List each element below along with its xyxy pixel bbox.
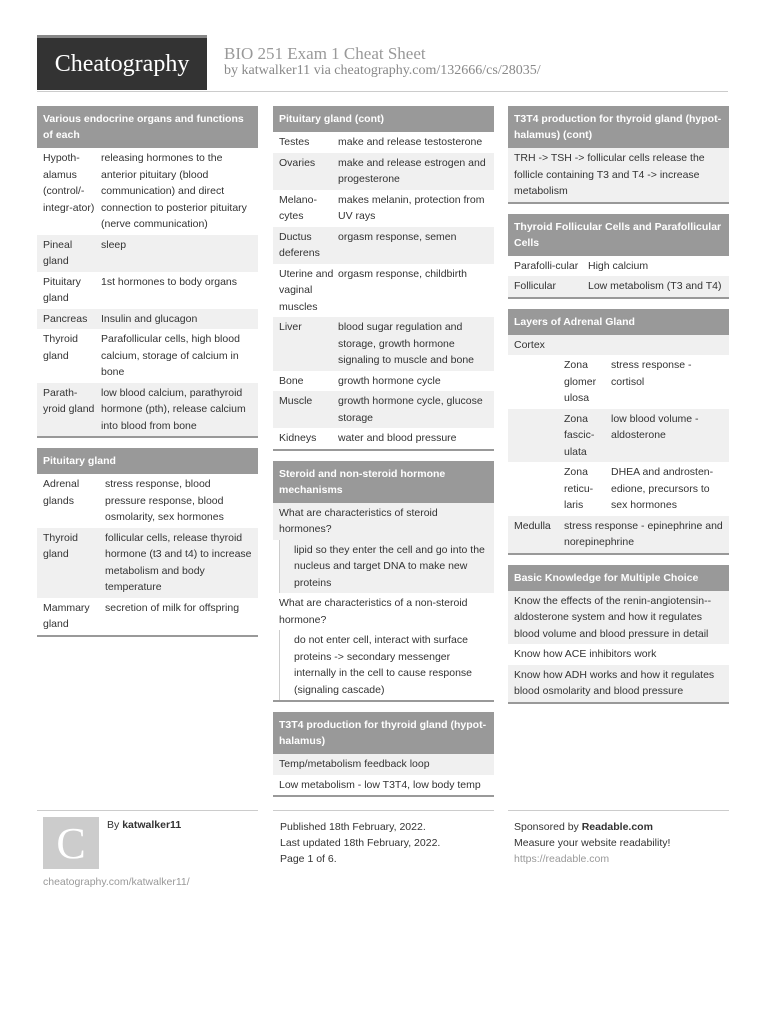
row-key: Mammary gland <box>43 601 90 630</box>
cortex-sublayers <box>508 355 729 516</box>
row-value: blood sugar regulation and storage, growth hormone signaling to muscle and bone <box>338 321 475 366</box>
row-value: Low metabolism (T3 and T4) <box>588 280 722 292</box>
table-row <box>37 598 258 635</box>
table-row <box>508 516 729 553</box>
section-pituitary-gland <box>37 448 258 637</box>
sponsor-link[interactable]: Readable.com <box>581 821 653 833</box>
cheatography-logo[interactable]: Cheatography <box>37 35 207 90</box>
section-thyroid-cells <box>508 214 729 299</box>
column-1 <box>37 106 258 647</box>
sponsor-tagline: Measure your website readability! <box>514 837 671 849</box>
section-rows <box>273 132 494 449</box>
section-t3t4-production-cont <box>508 106 729 204</box>
cortex-label: Cortex <box>508 335 729 356</box>
section-endocrine-organs <box>37 106 258 438</box>
row-key: Parafolli-cular <box>514 259 579 272</box>
row-value: High calcium <box>588 259 649 272</box>
table-row <box>37 235 258 272</box>
row-value: orgasm response, childbirth <box>338 267 467 280</box>
section-rows <box>37 148 258 436</box>
row-key: Pancreas <box>43 312 88 325</box>
by-label: By <box>107 819 120 831</box>
row-key: Zona glomer ulosa <box>564 359 597 404</box>
row-key: Liver <box>279 321 302 333</box>
list-item: Temp/metabolism feedback loop <box>273 754 494 775</box>
author-avatar[interactable]: C <box>43 817 99 869</box>
row-key: Thyroid gland <box>43 333 79 362</box>
section-title: Pituitary gland (cont) <box>273 106 494 132</box>
list-item: Know the effects of the renin-angiotensin--aldosterone system and how it regulates blood volume and blood pressure in detail <box>508 591 729 645</box>
row-value: orgasm response, semen <box>338 230 457 243</box>
list-item: Know how ADH works and how it regulates blood osmolarity and blood pressure <box>508 665 729 702</box>
footer-author-url[interactable]: cheatography.com/katwalker11/ <box>43 876 190 888</box>
row-value: sleep <box>101 238 127 251</box>
by-prefix: by <box>224 63 238 78</box>
question-steroid: What are characteristics of steroid hormones? <box>273 503 494 540</box>
table-row <box>273 132 494 153</box>
publication-info <box>280 819 440 867</box>
row-key: Hypoth-alamus (control/-integr-ator) <box>43 152 95 214</box>
list-item: Low metabolism - low T3T4, low body temp <box>279 778 481 791</box>
row-value: water and blood pressure <box>338 432 457 444</box>
table-row <box>37 329 258 383</box>
footer-divider <box>508 810 729 811</box>
row-key: Kidneys <box>279 432 317 444</box>
table-row <box>508 276 729 297</box>
section-pituitary-gland-cont <box>273 106 494 451</box>
column-3 <box>508 106 729 714</box>
table-row <box>273 428 494 449</box>
section-rows <box>37 474 258 635</box>
table-row <box>273 264 494 318</box>
question-non-steroid: What are characteristics of a non-steroid hormone? <box>279 597 468 626</box>
section-title: Steroid and non-steroid hormone mechanisms <box>273 461 494 503</box>
table-row <box>37 383 258 437</box>
section-title: Thyroid Follicular Cells and Parafollicular Cells <box>508 214 729 256</box>
section-title: Basic Knowledge for Multiple Choice <box>508 565 729 591</box>
sponsor-line <box>514 819 670 835</box>
row-value: Parafollicular cells, high blood calcium, storage of calcium in bone <box>101 333 240 378</box>
table-row <box>37 528 258 598</box>
table-row <box>37 474 258 528</box>
row-key: Parath-yroid gland <box>43 386 95 415</box>
row-key: Bone <box>279 374 304 387</box>
footer-author <box>107 819 181 831</box>
row-value: DHEA and androsten-edione, precursors to sex hormones <box>611 466 714 511</box>
table-row <box>37 309 258 330</box>
author-link[interactable]: katwalker11 <box>241 63 311 78</box>
row-value: Insulin and glucagon <box>101 312 198 325</box>
section-rows <box>508 256 729 297</box>
list-item: TRH -> TSH -> follicular cells release the follicle containing T3 and T4 -> increase metabolism <box>508 148 729 202</box>
row-value: secretion of milk for offspring <box>105 601 240 614</box>
row-value: releasing hormones to the anterior pituitary (blood communication) and direct connection to posterior pituitary (nerve communication) <box>101 152 247 230</box>
section-basic-knowledge <box>508 565 729 704</box>
section-title: Pituitary gland <box>37 448 258 474</box>
section-title: T3T4 production for thyroid gland (hypot-halamus) (cont) <box>508 106 729 148</box>
sheet-title: BIO 251 Exam 1 Cheat Sheet <box>224 44 426 63</box>
column-2 <box>273 106 494 807</box>
row-value: growth hormone cycle <box>338 374 441 387</box>
section-t3t4-production <box>273 712 494 797</box>
row-value: growth hormone cycle, glucose storage <box>338 395 483 424</box>
row-key: Medulla <box>514 519 551 532</box>
row-value: makes melanin, protection from UV rays <box>338 193 485 222</box>
table-row <box>37 148 258 235</box>
table-row <box>508 409 729 463</box>
row-key: Pineal gland <box>43 238 73 267</box>
table-row <box>273 371 494 392</box>
section-title: Layers of Adrenal Gland <box>508 309 729 335</box>
sponsor-url-link[interactable]: https://readable.com <box>514 853 610 865</box>
section-hormone-mechanisms <box>273 461 494 703</box>
row-key: Adrenal glands <box>43 478 80 507</box>
table-row <box>273 190 494 227</box>
row-key: Zona fascic-ulata <box>564 412 595 458</box>
table-row <box>508 256 729 277</box>
row-key: Muscle <box>279 395 313 407</box>
indent-spacer <box>514 464 564 514</box>
page-number: Page 1 of 6. <box>280 853 337 865</box>
footer-divider <box>273 810 494 811</box>
row-key: Ovaries <box>279 156 316 169</box>
updated-date: Last updated 18th February, 2022. <box>280 837 441 849</box>
published-date: Published 18th February, 2022. <box>280 821 426 833</box>
row-value: low blood volume - aldosterone <box>611 412 699 441</box>
row-key: Pituitary gland <box>43 275 81 304</box>
indent-spacer <box>514 357 564 407</box>
answer-non-steroid: do not enter cell, interact with surface proteins -> secondary messenger internally in the cell to cause response (signaling cascade) <box>279 630 494 700</box>
answer-steroid: lipid so they enter the cell and go into the nucleus and target DNA to make new proteins <box>279 540 494 594</box>
row-key: Melano-cytes <box>279 193 317 222</box>
row-key: Ductus deferens <box>279 230 320 259</box>
section-adrenal-layers <box>508 309 729 555</box>
table-row <box>273 227 494 264</box>
sponsor-info <box>514 819 670 867</box>
row-key: Thyroid gland <box>43 531 79 560</box>
row-value: stress response - cortisol <box>611 359 692 388</box>
sponsored-by-label: Sponsored by <box>514 821 579 833</box>
row-value: stress response - epinephrine and norepinephrine <box>564 519 723 548</box>
row-value: low blood calcium, parathyroid hormone (pth), release calcium into blood from bone <box>101 386 246 432</box>
row-key: Follicular <box>514 280 557 292</box>
row-value: make and release testosterone <box>338 136 483 148</box>
row-value: 1st hormones to body organs <box>101 275 237 288</box>
table-row <box>273 317 494 371</box>
footer-divider <box>37 810 258 811</box>
row-value: make and release estrogen and progesterone <box>338 156 486 185</box>
table-row <box>273 391 494 428</box>
indent-spacer <box>514 411 564 461</box>
section-title: T3T4 production for thyroid gland (hypot-halamus) <box>273 712 494 754</box>
byline <box>224 63 541 79</box>
row-key: Testes <box>279 136 310 148</box>
row-value: stress response, blood pressure response, blood osmolarity, sex hormones <box>105 478 224 523</box>
row-value: follicular cells, release thyroid hormone (t3 and t4) to increase metabolism and body temperature <box>105 531 252 593</box>
table-row <box>508 355 729 409</box>
footer-author-link[interactable]: katwalker11 <box>122 819 182 831</box>
table-row <box>37 272 258 309</box>
row-key: Uterine and vaginal muscles <box>279 267 334 313</box>
section-title: Various endocrine organs and functions of each <box>37 106 258 148</box>
via-text: via <box>313 63 331 78</box>
row-key: Zona reticu-laris <box>564 466 594 511</box>
table-row <box>508 462 729 516</box>
list-item: Know how ACE inhibitors work <box>514 648 657 660</box>
header-divider <box>37 91 728 92</box>
table-row <box>273 153 494 190</box>
sheet-url-link[interactable]: cheatography.com/132666/cs/28035/ <box>334 63 541 78</box>
